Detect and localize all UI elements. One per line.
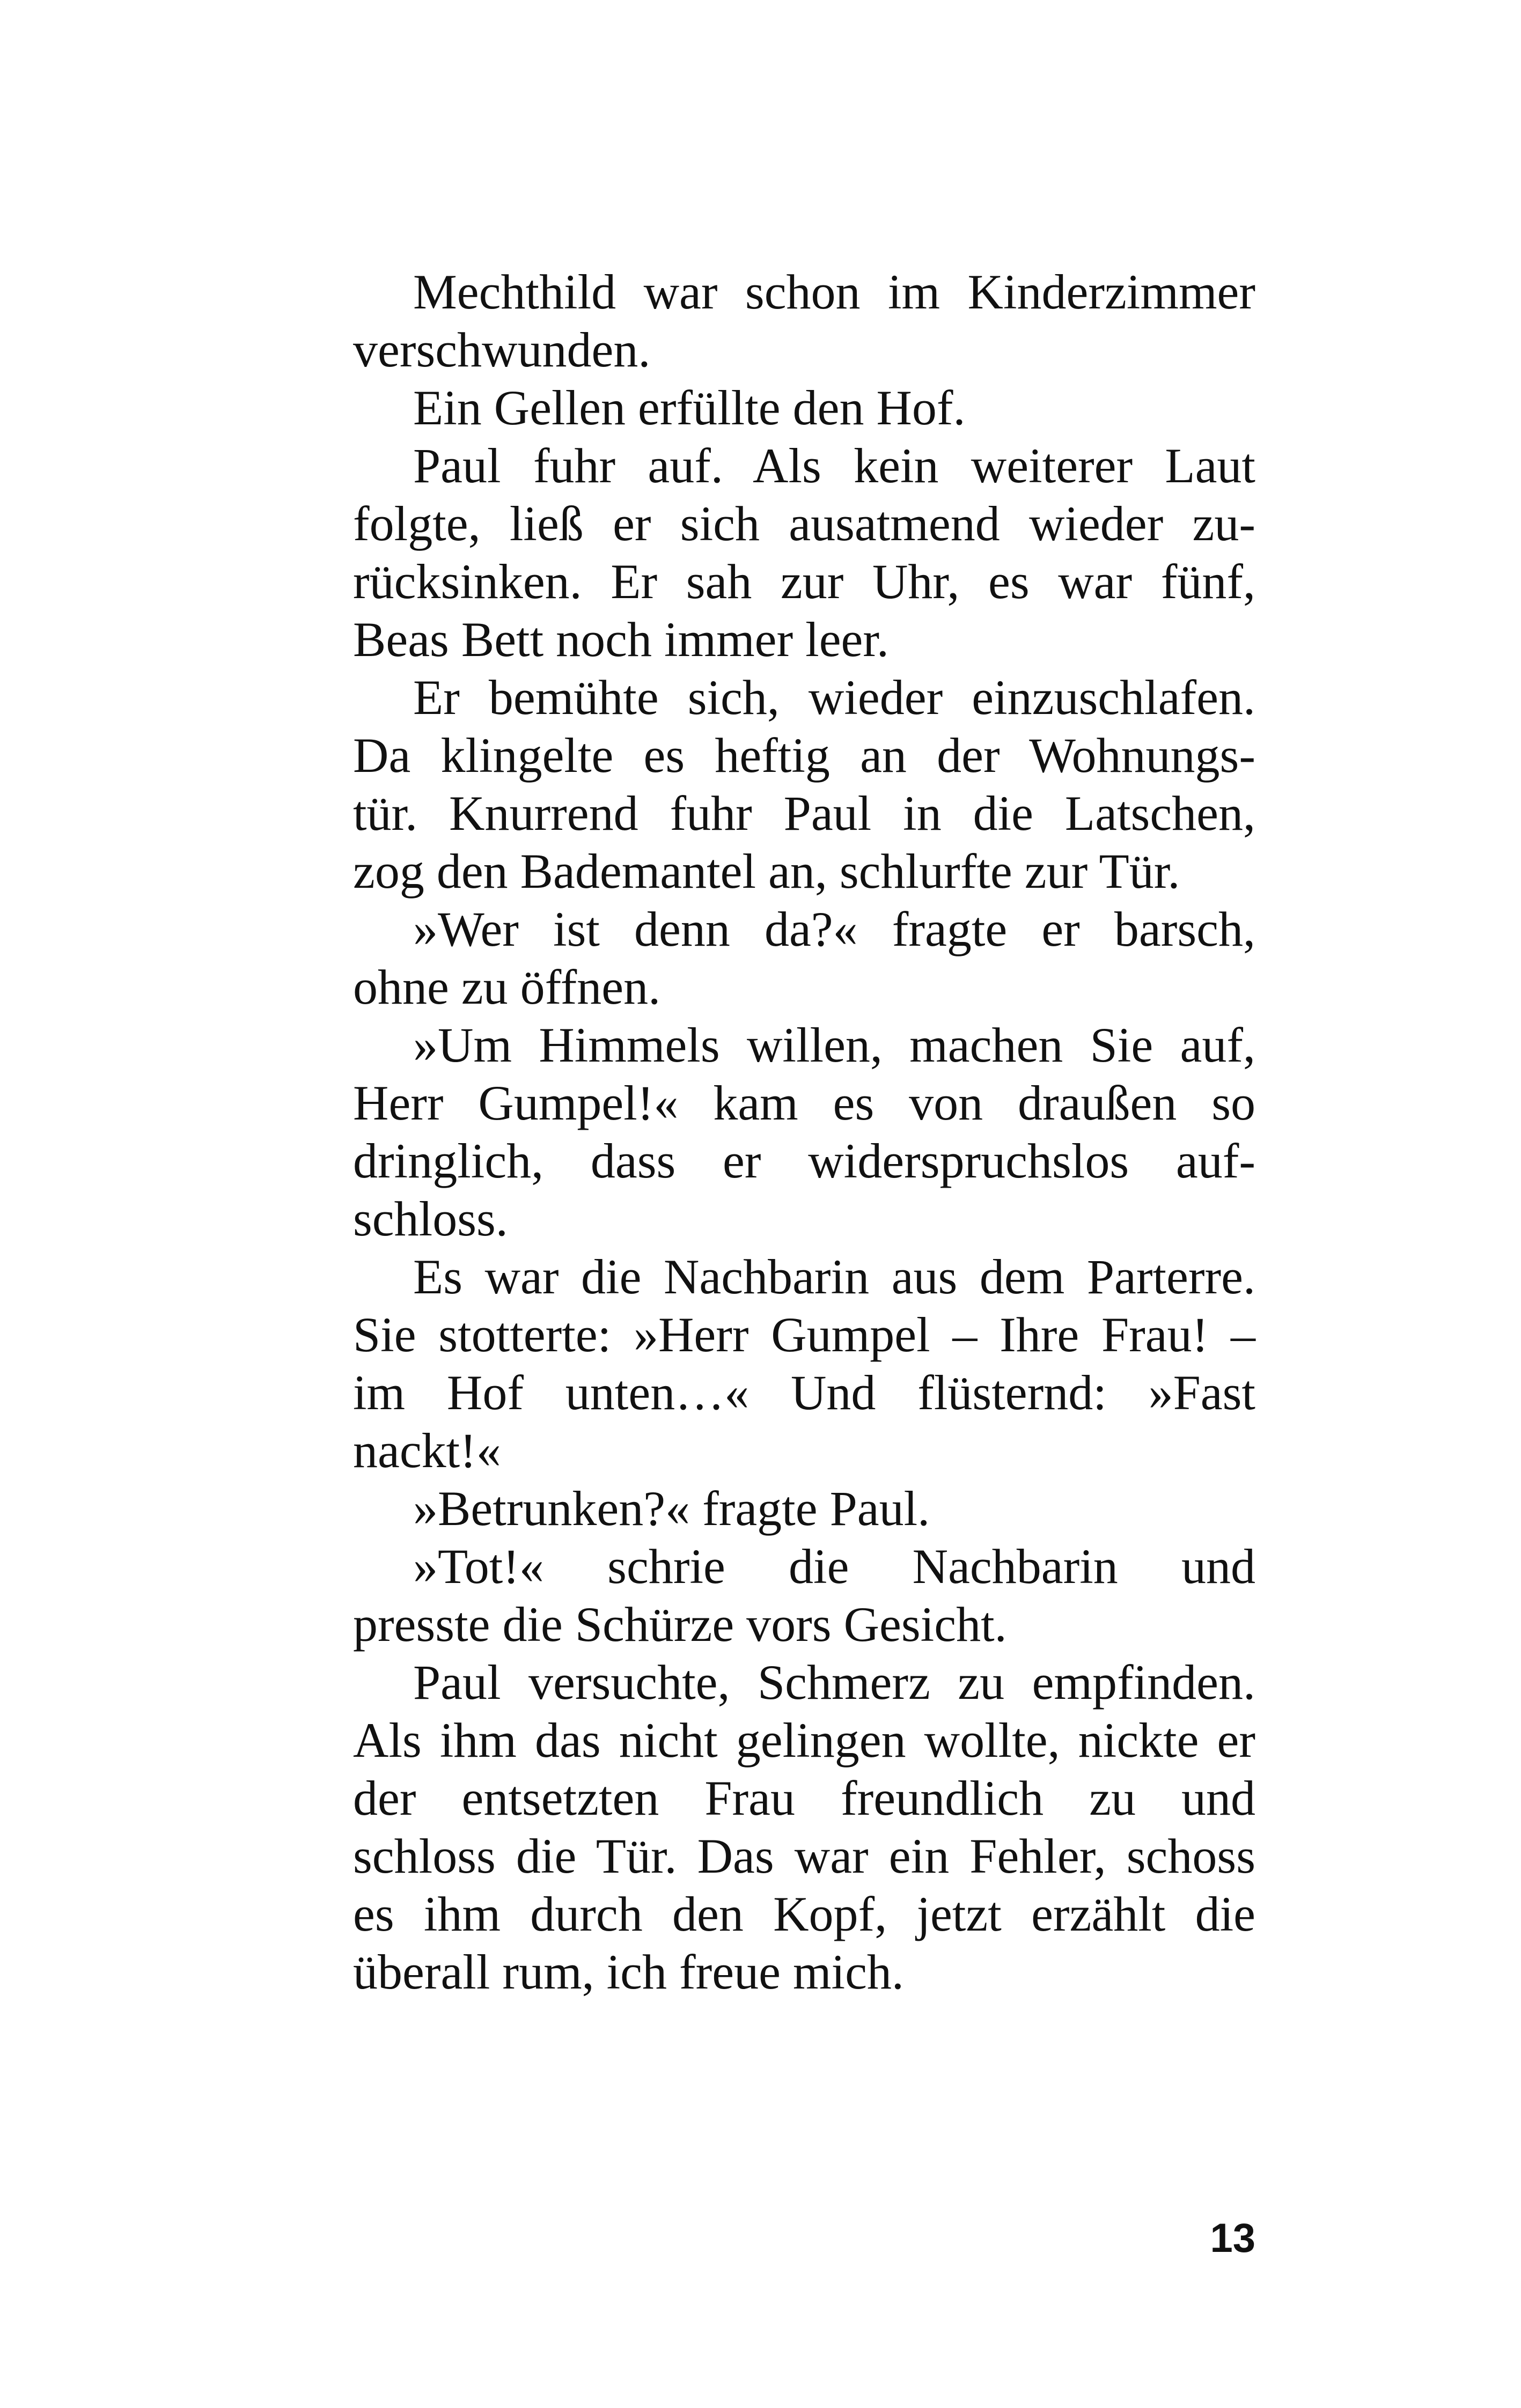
page-number: 13: [1210, 2215, 1255, 2261]
text-line: Als ihm das nicht gelingen wollte, nickte er: [353, 1713, 1255, 1768]
text-line: Da klingelte es heftig an der Wohnungs-: [353, 728, 1255, 783]
text-line: presste die Schürze vors Gesicht.: [353, 1597, 1007, 1652]
text-line: Paul fuhr auf. Als kein weiterer Laut: [413, 438, 1255, 493]
text-line: tür. Knurrend fuhr Paul in die Latschen,: [353, 786, 1255, 841]
text-line: »Um Himmels willen, machen Sie auf,: [413, 1018, 1255, 1072]
text-line: rücksinken. Er sah zur Uhr, es war fünf,: [353, 554, 1255, 609]
text-line: Mechthild war schon im Kinderzimmer: [413, 264, 1255, 319]
text-line: »Wer ist denn da?« fragte er barsch,: [413, 902, 1255, 956]
text-line: Ein Gellen erfüllte den Hof.: [413, 380, 966, 435]
text-line: Sie stotterte: »Herr Gumpel – Ihre Frau! –: [353, 1307, 1255, 1362]
text-line: Paul versuchte, Schmerz zu empfinden.: [413, 1655, 1255, 1710]
text-line: im Hof unten…« Und flüsternd: »Fast: [353, 1365, 1255, 1420]
text-line: überall rum, ich freue mich.: [353, 1945, 904, 1999]
text-line: schloss die Tür. Das war ein Fehler, schoss: [353, 1829, 1255, 1883]
text-line: »Betrunken?« fragte Paul.: [413, 1481, 930, 1536]
text-line: Es war die Nachbarin aus dem Parterre.: [413, 1249, 1255, 1304]
text-line: nackt!«: [353, 1423, 501, 1478]
text-line: Beas Bett noch immer leer.: [353, 612, 889, 667]
text-line: Herr Gumpel!« kam es von draußen so: [353, 1076, 1255, 1130]
text-line: der entsetzten Frau freundlich zu und: [353, 1771, 1255, 1825]
text-line: schloss.: [353, 1191, 508, 1246]
text-line: Er bemühte sich, wieder einzuschlafen.: [413, 670, 1255, 725]
body-text: [353, 263, 1255, 2001]
text-line: verschwunden.: [353, 322, 651, 377]
text-line: folgte, ließ er sich ausatmend wieder zu-: [353, 496, 1255, 551]
text-line: es ihm durch den Kopf, jetzt erzählt die: [353, 1887, 1255, 1941]
text-line: ohne zu öffnen.: [353, 960, 661, 1014]
text-line: »Tot!« schrie die Nachbarin und: [413, 1539, 1255, 1594]
text-line: zog den Bademantel an, schlurfte zur Tür.: [353, 844, 1180, 899]
text-line: dringlich, dass er widerspruchslos auf-: [353, 1133, 1255, 1188]
